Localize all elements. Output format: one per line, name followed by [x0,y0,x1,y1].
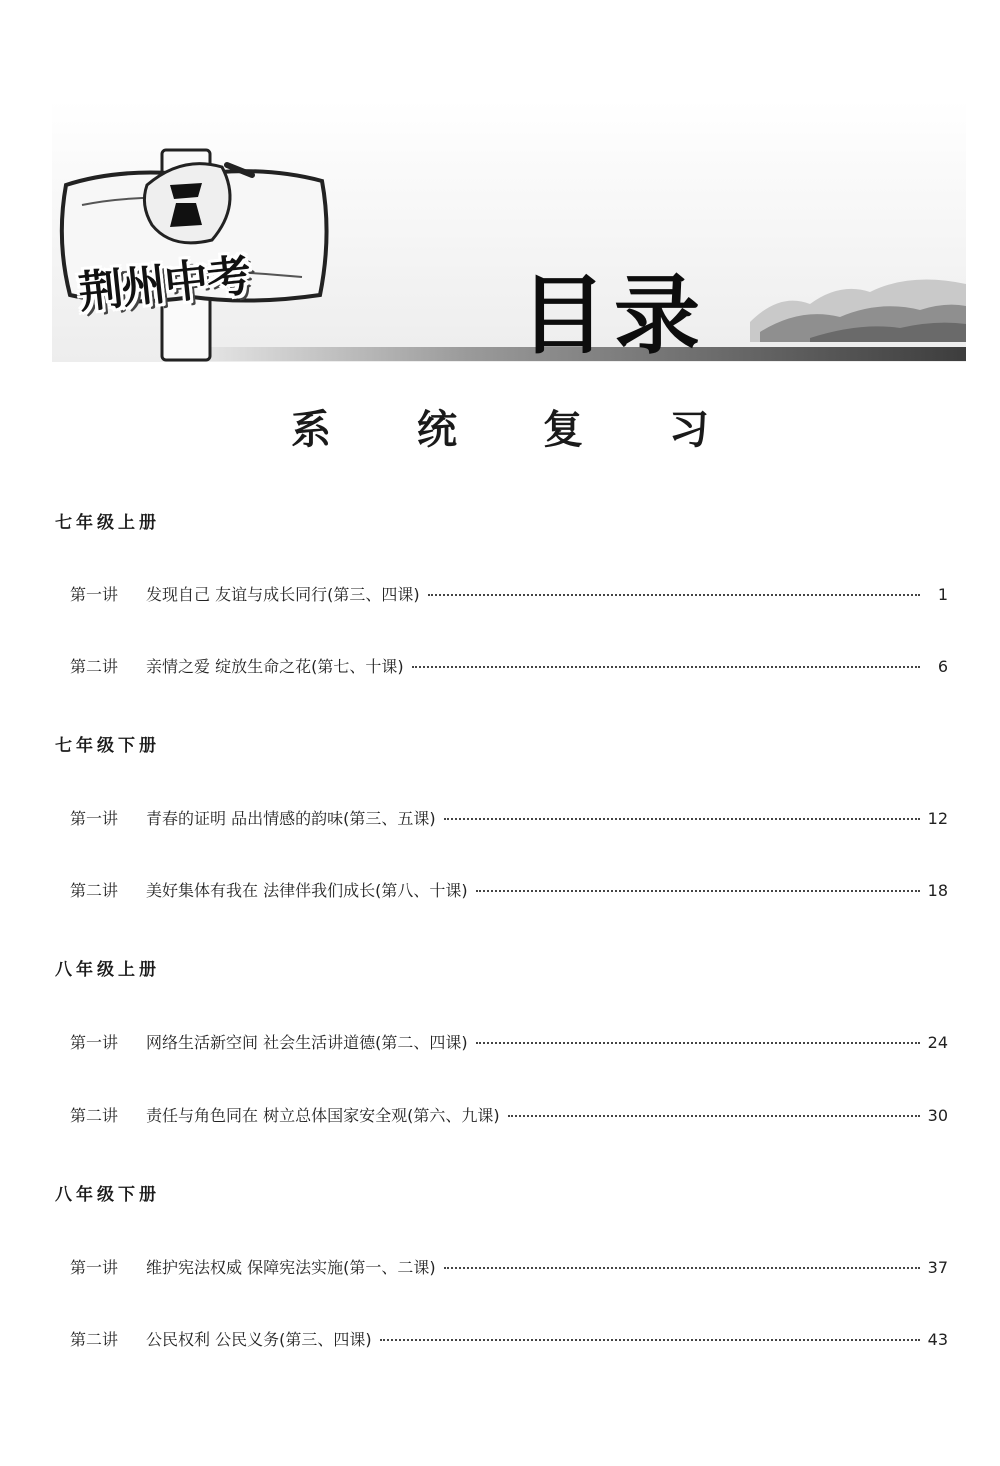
toc-page-number: 37 [927,1258,948,1277]
toc-entry[interactable] [70,1030,948,1053]
dot-leader [444,818,920,820]
toc-lecture: 第一讲 [70,809,119,828]
dot-leader [428,594,920,596]
toc-title: 发现自己 友谊与成长同行(第三、四课) [146,585,420,604]
dot-leader [444,1267,920,1269]
toc-page-number: 43 [927,1330,948,1349]
toc-entry[interactable] [70,654,948,677]
section-heading: 八年级下册 [55,1185,160,1205]
dot-leader [476,890,920,892]
toc-entry[interactable] [70,1327,948,1350]
toc-lecture: 第一讲 [70,1258,119,1277]
section-heading: 七年级上册 [55,513,160,533]
toc-title: 美好集体有我在 法律伴我们成长(第八、十课) [146,881,468,900]
dot-leader [476,1042,920,1044]
toc-title: 维护宪法权威 保障宪法实施(第一、二课) [146,1258,436,1277]
toc-entry[interactable] [70,878,948,901]
toc-entry[interactable] [70,582,948,605]
toc-entry[interactable] [70,1103,948,1126]
mountain-decoration [750,262,966,342]
toc-title: 亲情之爱 绽放生命之花(第七、十课) [146,657,404,676]
toc-entry[interactable] [70,806,948,829]
toc-page-number: 24 [927,1033,948,1052]
toc-page-number: 12 [927,809,948,828]
toc-page-number: 6 [937,657,948,676]
dot-leader [508,1115,920,1117]
toc-lecture: 第二讲 [70,881,119,900]
toc-lecture: 第二讲 [70,1106,119,1125]
section-heading: 七年级下册 [55,736,160,756]
section-heading: 八年级上册 [55,960,160,980]
toc-title: 网络生活新空间 社会生活讲道德(第二、四课) [146,1033,468,1052]
toc-title: 公民权利 公民义务(第三、四课) [146,1330,372,1349]
toc-entry[interactable] [70,1255,948,1278]
toc-page-number: 30 [927,1106,948,1125]
toc-page-number: 18 [927,881,948,900]
toc-title: 责任与角色同在 树立总体国家安全观(第六、九课) [146,1106,500,1125]
toc-lecture: 第一讲 [70,585,119,604]
toc-lecture: 第一讲 [70,1033,119,1052]
page-title: 目录 [520,265,708,366]
dot-leader [380,1339,920,1341]
dot-leader [412,666,920,668]
toc-lecture: 第二讲 [70,1330,119,1349]
badge-title: 荆州中考 [76,250,253,319]
toc-title: 青春的证明 品出情感的韵味(第三、五课) [146,809,436,828]
subtitle: 系统复习 [291,406,795,453]
toc-lecture: 第二讲 [70,657,119,676]
toc-page-number: 1 [937,585,948,604]
